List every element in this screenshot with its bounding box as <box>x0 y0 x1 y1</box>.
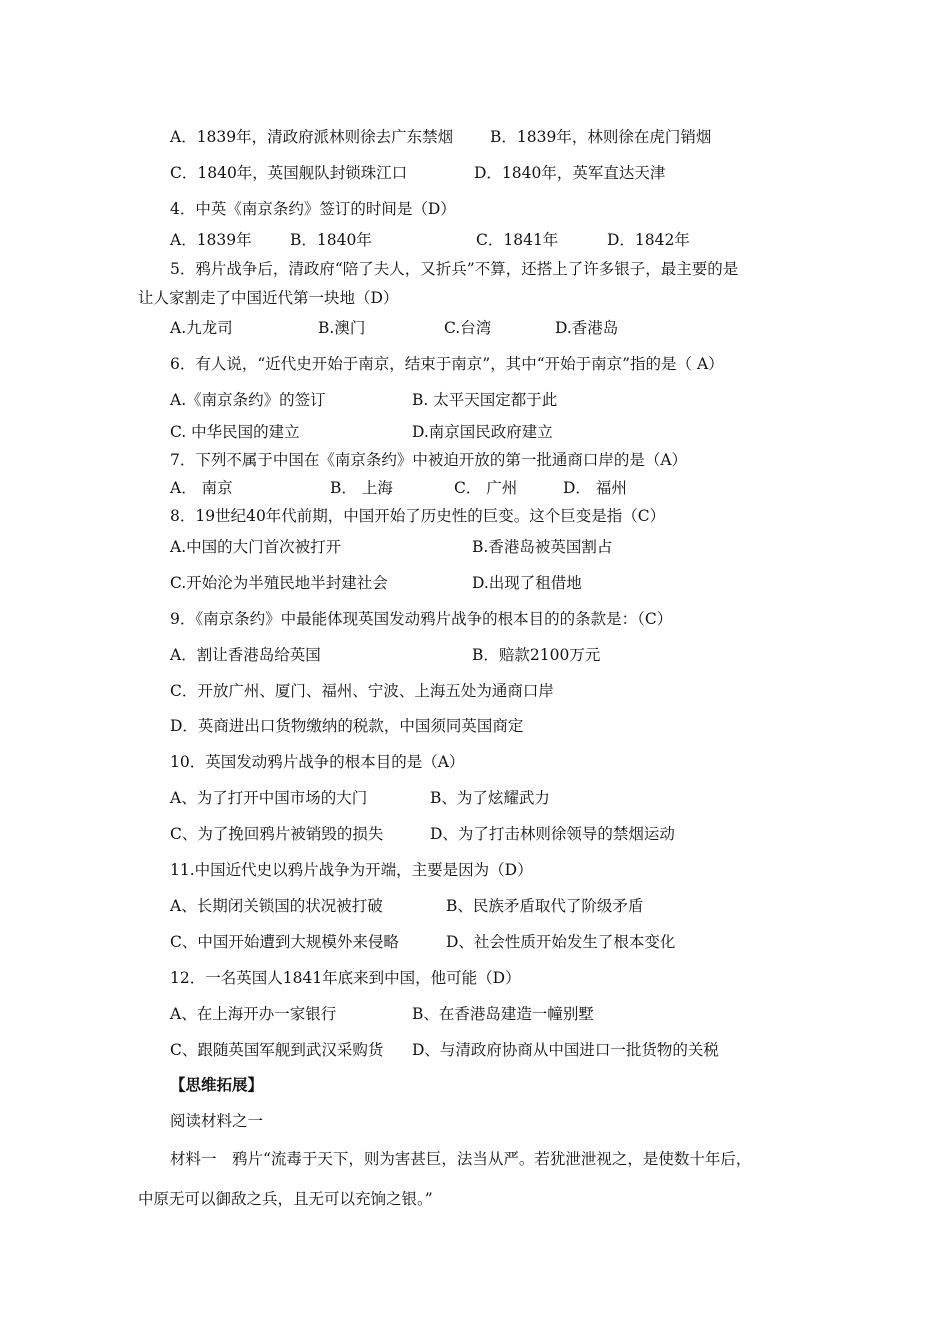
option-b: B.香港岛被英国割占 <box>472 538 613 556</box>
option-b: B．赔款2100万元 <box>472 646 601 664</box>
option-a: A．1839年，清政府派林则徐去广东禁烟 <box>170 128 454 146</box>
option-d: D、社会性质开始发生了根本变化 <box>446 933 676 951</box>
option-a: A、在上海开办一家银行 <box>170 1005 337 1023</box>
option-b: B. 太平天国定都于此 <box>412 391 558 409</box>
question-stem: 7．下列不属于中国在《南京条约》中被迫开放的第一批通商口岸的是（A） <box>170 451 688 469</box>
option-a: A．1839年 <box>170 231 252 249</box>
option-b: B、民族矛盾取代了阶级矛盾 <box>446 897 644 915</box>
option-b: B.澳门 <box>318 319 366 337</box>
question-stem: 12．一名英国人1841年底来到中国，他可能（D） <box>170 969 521 987</box>
option-b: B．1839年，林则徐在虎门销烟 <box>490 128 712 146</box>
option-c: C、中国开始遭到大规模外来侵略 <box>170 933 399 951</box>
option-a: A、为了打开中国市场的大门 <box>170 789 368 807</box>
option-a: A.九龙司 <box>170 319 233 337</box>
option-d: D． 福州 <box>563 479 627 497</box>
option-a: A．割让香港岛给英国 <box>170 646 321 664</box>
option-c: C.台湾 <box>444 319 492 337</box>
option-d: D．1840年，英军直达天津 <box>474 164 666 182</box>
option-c: C．1840年，英国舰队封锁珠江口 <box>170 164 408 182</box>
option-d: D.出现了租借地 <box>472 574 582 592</box>
option-a: A、长期闭关锁国的状况被打破 <box>170 897 383 915</box>
option-c: C、跟随英国军舰到武汉采购货 <box>170 1041 384 1059</box>
question-stem: 5．鸦片战争后，清政府“陪了夫人，又折兵”不算，还搭上了许多银子，最主要的是 <box>170 260 739 278</box>
question-stem: 4．中英《南京条约》签订的时间是（D） <box>170 200 456 218</box>
option-b: B． 上海 <box>330 479 393 497</box>
option-b: B、为了炫耀武力 <box>430 789 550 807</box>
option-b: B．1840年 <box>290 231 372 249</box>
question-stem: 6．有人说，“近代史开始于南京，结束于南京”，其中“开始于南京”指的是（ A） <box>170 355 724 373</box>
option-d: D.南京国民政府建立 <box>412 423 553 441</box>
option-d: D.香港岛 <box>555 319 619 337</box>
question-stem-continued: 让人家割走了中国近代第一块地（D） <box>138 289 399 307</box>
option-c: C.开始沦为半殖民地半封建社会 <box>170 574 388 592</box>
option-c: C、为了挽回鸦片被销毁的损失 <box>170 825 384 843</box>
option-c: C． 广州 <box>454 479 518 497</box>
section-heading: 【思维拓展】 <box>170 1075 264 1094</box>
question-stem: 9．《南京条约》中最能体现英国发动鸦片战争的根本目的的条款是：（C） <box>170 610 673 628</box>
option-c: C．1841年 <box>476 231 559 249</box>
option-a: A． 南京 <box>170 479 233 497</box>
option-b: B、在香港岛建造一幢别墅 <box>412 1005 594 1023</box>
question-stem: 8．19世纪40年代前期，中国开始了历史性的巨变。这个巨变是指（C） <box>170 507 666 525</box>
material-text-continued: 中原无可以御敌之兵，且无可以充饷之银。” <box>138 1190 433 1208</box>
option-d: D、与清政府协商从中国进口一批货物的关税 <box>412 1041 719 1059</box>
option-d: D．英商进出口货物缴纳的税款，中国须同英国商定 <box>170 717 524 735</box>
option-a: A.《南京条约》的签订 <box>170 391 326 409</box>
option-d: D、为了打击林则徐领导的禁烟运动 <box>430 825 675 843</box>
material-text: 材料一 鸦片“流毒于天下，则为害甚巨，法当从严。若犹泄泄视之，是使数十年后， <box>170 1150 752 1168</box>
option-c: C. 中华民国的建立 <box>170 423 300 441</box>
question-stem: 11.中国近代史以鸦片战争为开端，主要是因为（D） <box>170 861 533 879</box>
option-c: C．开放广州、厦门、福州、宁波、上海五处为通商口岸 <box>170 682 554 700</box>
option-d: D．1842年 <box>607 231 690 249</box>
option-a: A.中国的大门首次被打开 <box>170 538 342 556</box>
section-subheading: 阅读材料之一 <box>170 1112 264 1130</box>
question-stem: 10．英国发动鸦片战争的根本目的是（A） <box>170 753 465 771</box>
